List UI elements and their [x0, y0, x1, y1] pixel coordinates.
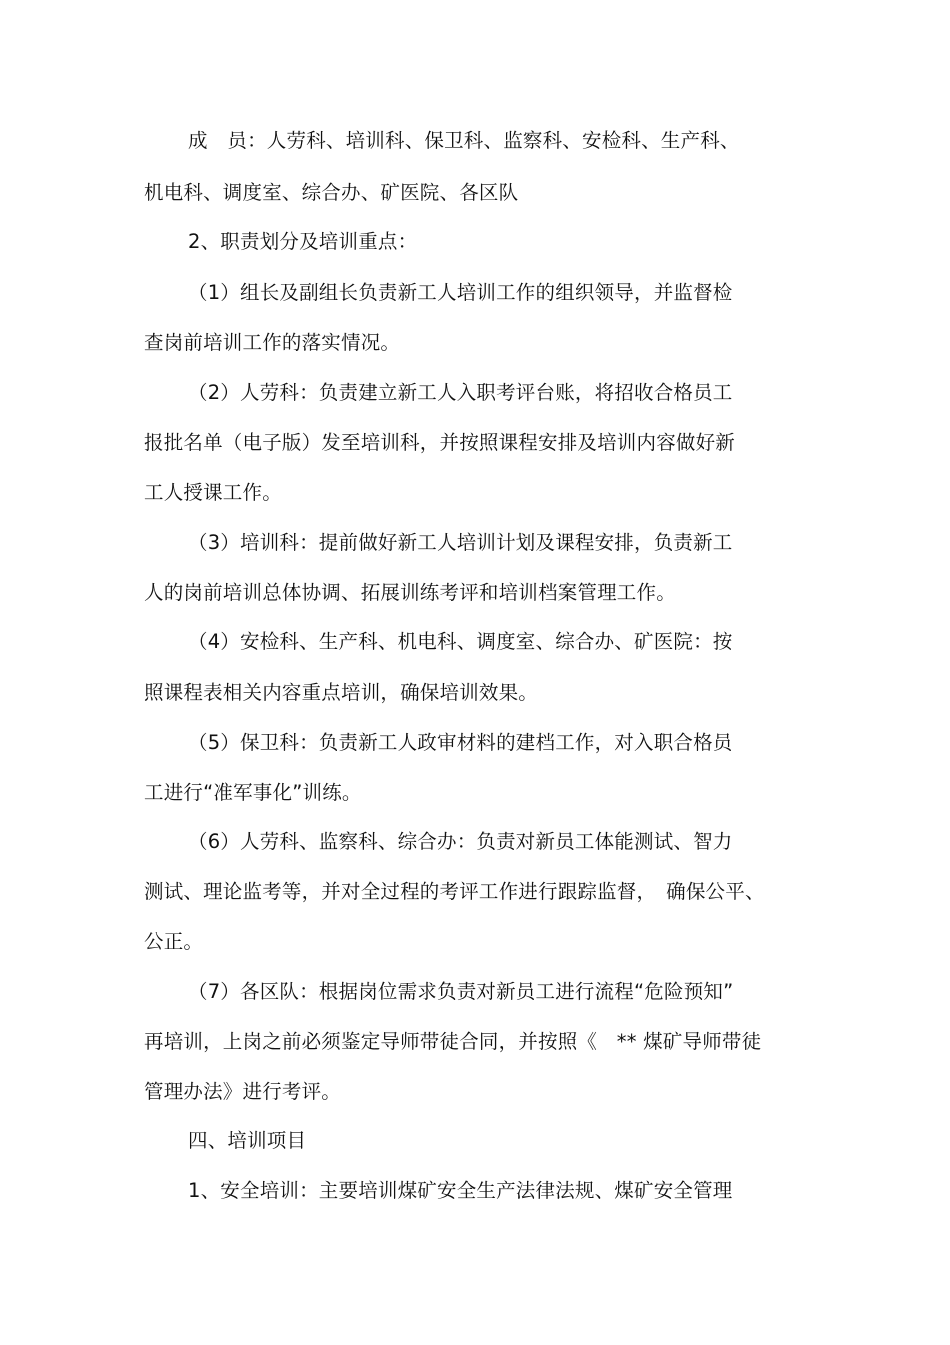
- duty-item-3: （3）培训科：提前做好新工人培训计划及课程安排，负责新工: [188, 531, 733, 554]
- duty-item-6-cont2: 公正。: [144, 930, 204, 953]
- members-line: 成 员：人劳科、培训科、保卫科、监察科、安检科、生产科、: [188, 129, 740, 152]
- duty-item-6-cont: 测试、理论监考等，并对全过程的考评工作进行跟踪监督， 确保公平、: [144, 880, 765, 903]
- duty-item-5: （5）保卫科：负责新工人政审材料的建档工作，对入职合格员: [188, 731, 733, 754]
- duty-item-1-cont: 查岗前培训工作的落实情况。: [144, 331, 401, 354]
- duty-item-2-cont2: 工人授课工作。: [144, 481, 282, 504]
- duty-item-4: （4）安检科、生产科、机电科、调度室、综合办、矿医院：按: [188, 630, 733, 653]
- duty-item-4-cont: 照课程表相关内容重点培训，确保培训效果。: [144, 681, 539, 704]
- duty-item-5-cont: 工进行“准军事化”训练。: [144, 781, 362, 804]
- duty-item-2: （2）人劳科：负责建立新工人入职考评台账，将招收合格员工: [188, 381, 733, 404]
- section-heading-training-items: 四、培训项目: [188, 1129, 307, 1152]
- duty-item-3-cont: 人的岗前培训总体协调、拓展训练考评和培训档案管理工作。: [144, 581, 676, 604]
- duty-item-7-cont2: 管理办法》进行考评。: [144, 1080, 342, 1103]
- section-heading-duties: 2、职责划分及培训重点：: [188, 230, 418, 253]
- training-item-1: 1、安全培训：主要培训煤矿安全生产法律法规、煤矿安全管理: [188, 1179, 733, 1202]
- duty-item-7-cont: 再培训，上岗之前必须鉴定导师带徒合同，并按照《 ** 煤矿导师带徒: [144, 1030, 762, 1053]
- duty-item-7: （7）各区队：根据岗位需求负责对新员工进行流程“危险预知”: [188, 980, 734, 1003]
- duty-item-2-cont: 报批名单（电子版）发至培训科，并按照课程安排及培训内容做好新: [144, 431, 736, 454]
- members-line-cont: 机电科、调度室、综合办、矿医院、各区队: [144, 181, 519, 204]
- duty-item-6: （6）人劳科、监察科、综合办：负责对新员工体能测试、智力: [188, 830, 733, 853]
- duty-item-1: （1）组长及副组长负责新工人培训工作的组织领导，并监督检: [188, 281, 733, 304]
